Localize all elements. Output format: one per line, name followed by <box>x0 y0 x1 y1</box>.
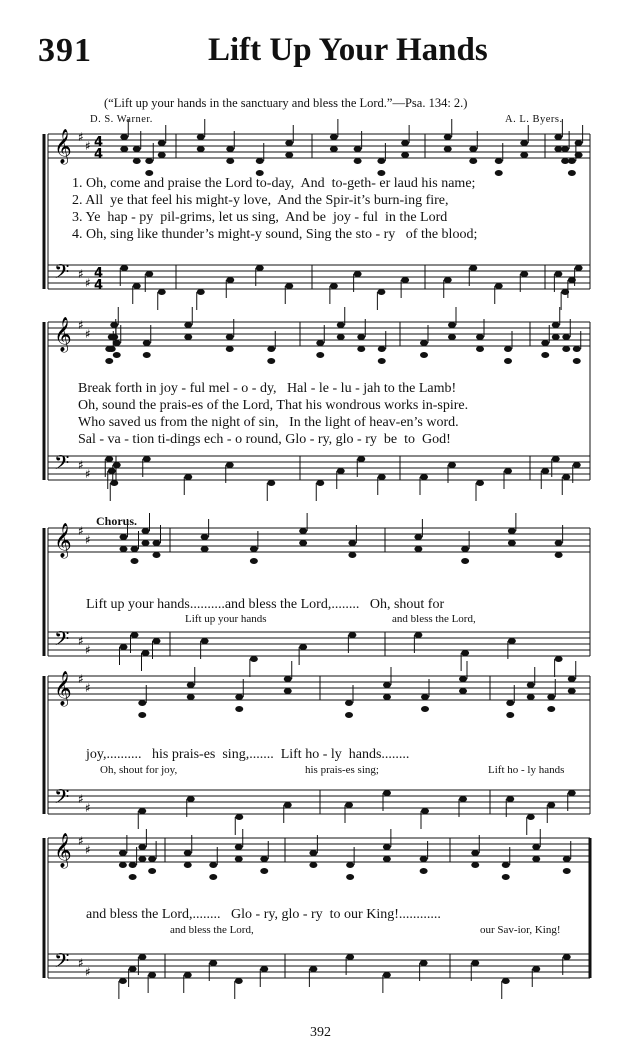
bass-note <box>113 462 121 468</box>
treble-note <box>133 146 141 152</box>
treble-note <box>354 146 362 152</box>
treble-note <box>506 712 514 718</box>
bass-note <box>527 814 535 820</box>
chorus-line-1: Lift up your hands..........and bless the Lord,........ Oh, shout for <box>86 597 445 612</box>
sharp-icon: ♯ <box>78 130 84 144</box>
treble-note <box>476 346 484 352</box>
treble-note <box>444 146 452 152</box>
bass-note <box>187 796 195 802</box>
bass-note <box>284 802 292 808</box>
treble-note <box>148 856 156 862</box>
bass-note <box>226 462 234 468</box>
bass-note <box>563 954 571 960</box>
sharp-icon: ♯ <box>85 643 91 657</box>
time-signature-bottom: 4 <box>94 278 104 293</box>
treble-note <box>573 358 581 364</box>
treble-note <box>383 694 391 700</box>
bass-note <box>129 966 137 972</box>
sharp-icon: ♯ <box>85 843 91 857</box>
treble-note <box>471 862 479 868</box>
treble-note <box>502 862 510 868</box>
bass-note <box>133 283 141 289</box>
treble-note <box>197 146 205 152</box>
treble-note <box>414 546 422 552</box>
treble-note <box>299 540 307 546</box>
treble-note <box>299 528 307 534</box>
bass-note <box>201 638 209 644</box>
bass-note <box>495 283 503 289</box>
sharp-icon: ♯ <box>78 267 84 281</box>
treble-note <box>113 340 121 346</box>
treble-note <box>138 856 146 862</box>
treble-note <box>184 862 192 868</box>
treble-note <box>421 694 429 700</box>
treble-note <box>357 346 365 352</box>
treble-note <box>226 146 234 152</box>
treble-note <box>209 862 217 868</box>
bass-note <box>414 632 422 638</box>
treble-note <box>345 712 353 718</box>
bass-note <box>378 474 386 480</box>
treble-note <box>552 334 560 340</box>
treble-note <box>459 688 467 694</box>
treble-note <box>508 540 516 546</box>
bass-note <box>226 277 234 283</box>
treble-note <box>285 140 293 146</box>
treble-note <box>120 546 128 552</box>
treble-clef-icon: 𝄞 <box>54 317 72 352</box>
treble-note <box>330 146 338 152</box>
treble-note <box>420 856 428 862</box>
treble-note <box>119 850 127 856</box>
verse-3-line-b: Who saved us from the night of sin, In the light of heav-en’s word. <box>78 415 459 430</box>
treble-note <box>138 712 146 718</box>
bass-clef-icon: 𝄢 <box>54 451 70 479</box>
treble-note <box>562 346 570 352</box>
bass-note <box>120 644 128 650</box>
composer-credit: A. L. Byers. <box>505 114 563 125</box>
treble-note <box>444 134 452 140</box>
treble-clef-icon: 𝄞 <box>54 129 72 164</box>
treble-note <box>532 844 540 850</box>
bass-note <box>256 265 264 271</box>
verse-1-line-b: Break forth in joy - ful mel - o - dy, Hal - le - lu - jah to the Lamb! <box>78 381 457 396</box>
chorus-line-2: joy,.......... his prais-es sing,....... Lift ho - ly hands........ <box>86 747 410 762</box>
bass-note <box>131 632 139 638</box>
treble-note <box>201 546 209 552</box>
chorus-line-1-alto-b: and bless the Lord, <box>392 613 476 625</box>
treble-note <box>420 352 428 358</box>
treble-note <box>508 528 516 534</box>
treble-note <box>420 868 428 874</box>
chorus-line-3-alto-c: our Sav-ior, King! <box>480 924 561 936</box>
treble-clef-icon: 𝄞 <box>54 671 72 706</box>
treble-note <box>267 346 275 352</box>
treble-note <box>552 322 560 328</box>
lyricist-credit: D. S. Warner. <box>90 114 153 125</box>
bass-note <box>420 960 428 966</box>
treble-note <box>284 688 292 694</box>
treble-note <box>495 158 503 164</box>
bass-note <box>309 966 317 972</box>
treble-note <box>138 844 146 850</box>
treble-note <box>250 546 258 552</box>
bass-note <box>197 289 205 295</box>
chorus-line-2-alto-c: Lift ho - ly hands <box>488 764 565 776</box>
bass-note <box>469 265 477 271</box>
treble-note <box>316 340 324 346</box>
bass-note <box>520 271 528 277</box>
bass-note <box>108 468 116 474</box>
treble-note <box>527 682 535 688</box>
treble-note <box>129 862 137 868</box>
treble-note <box>337 334 345 340</box>
bass-note <box>502 978 510 984</box>
treble-note <box>378 358 386 364</box>
verse-block-2 <box>78 380 468 448</box>
bass-note <box>184 474 192 480</box>
treble-note <box>235 694 243 700</box>
bass-note <box>448 462 456 468</box>
bass-note <box>575 265 583 271</box>
treble-note <box>256 158 264 164</box>
sharp-icon: ♯ <box>85 533 91 547</box>
treble-note <box>469 158 477 164</box>
treble-note <box>284 676 292 682</box>
bass-note <box>142 650 150 656</box>
bass-note <box>138 954 146 960</box>
treble-note <box>555 540 563 546</box>
treble-note <box>108 334 116 340</box>
treble-note <box>345 700 353 706</box>
treble-note <box>201 534 209 540</box>
treble-note <box>235 844 243 850</box>
treble-note <box>285 152 293 158</box>
bass-note <box>532 966 540 972</box>
bass-clef-icon: 𝄢 <box>54 627 70 655</box>
treble-note <box>354 158 362 164</box>
treble-note <box>226 346 234 352</box>
bass-note <box>459 796 467 802</box>
treble-note <box>383 682 391 688</box>
bass-note <box>250 656 258 662</box>
treble-note <box>554 134 562 140</box>
hymn-number: 391 <box>38 32 92 69</box>
bass-note <box>209 960 217 966</box>
treble-note <box>520 140 528 146</box>
treble-note <box>461 546 469 552</box>
treble-note <box>120 534 128 540</box>
treble-note <box>357 334 365 340</box>
verse-3-line-a: 3. Ye hap - py pil-grims, let us sing, And be joy - ful in the Lord <box>72 210 448 225</box>
bass-note <box>541 468 549 474</box>
bass-note <box>504 468 512 474</box>
bass-note <box>316 480 324 486</box>
bass-note <box>471 960 479 966</box>
treble-note <box>250 558 258 564</box>
treble-note <box>504 358 512 364</box>
treble-note <box>448 334 456 340</box>
treble-note <box>504 346 512 352</box>
treble-note <box>235 706 243 712</box>
sharp-icon: ♯ <box>85 467 91 481</box>
treble-note <box>401 152 409 158</box>
sharp-icon: ♯ <box>78 834 84 848</box>
treble-note <box>145 158 153 164</box>
treble-note <box>459 676 467 682</box>
bass-note <box>547 802 555 808</box>
treble-note <box>346 874 354 880</box>
treble-note <box>476 334 484 340</box>
treble-note <box>414 534 422 540</box>
bass-note <box>337 468 345 474</box>
treble-note <box>226 158 234 164</box>
sharp-icon: ♯ <box>78 792 84 806</box>
treble-note <box>235 856 243 862</box>
treble-clef-icon: 𝄞 <box>54 523 72 558</box>
bass-clef-icon: 𝄢 <box>54 949 70 977</box>
verse-2-line-a: 2. All ye that feel his might-y love, And the Spir-it’s burn-ing fire, <box>72 193 449 208</box>
bass-note <box>401 277 409 283</box>
chorus-label: Chorus. <box>96 514 138 528</box>
treble-note <box>226 334 234 340</box>
treble-note <box>502 874 510 880</box>
bass-note <box>377 289 385 295</box>
treble-note <box>184 850 192 856</box>
sharp-icon: ♯ <box>85 965 91 979</box>
treble-note <box>547 694 555 700</box>
treble-note <box>377 158 385 164</box>
sharp-icon: ♯ <box>78 458 84 472</box>
treble-note <box>260 856 268 862</box>
treble-note <box>461 558 469 564</box>
treble-note <box>575 140 583 146</box>
bass-note <box>346 954 354 960</box>
bass-note <box>555 656 563 662</box>
treble-note <box>105 346 113 352</box>
sharp-icon: ♯ <box>85 681 91 695</box>
treble-note <box>187 694 195 700</box>
treble-note <box>197 134 205 140</box>
treble-note <box>184 322 192 328</box>
sharp-icon: ♯ <box>78 524 84 538</box>
bass-note <box>345 802 353 808</box>
treble-note <box>158 152 166 158</box>
sharp-icon: ♯ <box>85 327 91 341</box>
treble-note <box>309 850 317 856</box>
treble-note <box>260 868 268 874</box>
bass-note <box>119 978 127 984</box>
treble-note <box>527 694 535 700</box>
treble-note <box>184 334 192 340</box>
treble-note <box>129 874 137 880</box>
bass-note <box>383 790 391 796</box>
bass-note <box>285 283 293 289</box>
treble-note <box>105 358 113 364</box>
bass-note <box>568 790 576 796</box>
treble-note <box>471 850 479 856</box>
treble-note <box>532 856 540 862</box>
bass-note <box>120 265 128 271</box>
bass-note <box>421 808 429 814</box>
bass-note <box>508 638 516 644</box>
treble-note <box>316 352 324 358</box>
page-number: 392 <box>310 1025 331 1040</box>
bass-note <box>105 456 113 462</box>
bass-note <box>420 474 428 480</box>
treble-note <box>495 170 503 176</box>
bass-note <box>260 966 268 972</box>
treble-note <box>131 558 139 564</box>
treble-note <box>541 340 549 346</box>
treble-note <box>143 352 151 358</box>
sharp-icon: ♯ <box>78 672 84 686</box>
treble-note <box>348 540 356 546</box>
treble-note <box>547 706 555 712</box>
treble-note <box>562 334 570 340</box>
bass-note <box>444 277 452 283</box>
treble-note <box>383 856 391 862</box>
bass-note <box>552 456 560 462</box>
treble-note <box>348 552 356 558</box>
treble-note <box>153 552 161 558</box>
treble-note <box>131 546 139 552</box>
treble-note <box>346 862 354 868</box>
time-signature-top: 4 <box>94 135 104 150</box>
treble-note <box>133 158 141 164</box>
hymn-title: Lift Up Your Hands <box>208 32 488 68</box>
verse-4-line-a: 4. Oh, sing like thunder’s might-y sound, Sing the sto - ry of the blood; <box>72 227 478 242</box>
bass-note <box>348 632 356 638</box>
bass-note <box>330 283 338 289</box>
treble-note <box>143 340 151 346</box>
treble-note <box>209 874 217 880</box>
bass-note <box>354 271 362 277</box>
scripture-reference: (“Lift up your hands in the sanctuary and bless the Lord.”—Psa. 134: 2.) <box>104 96 468 110</box>
bass-note <box>562 474 570 480</box>
bass-note <box>235 978 243 984</box>
treble-note <box>520 152 528 158</box>
treble-note <box>120 146 128 152</box>
treble-note <box>330 134 338 140</box>
treble-note <box>113 352 121 358</box>
treble-note <box>568 676 576 682</box>
treble-note <box>561 146 569 152</box>
bass-note <box>461 650 469 656</box>
bass-note <box>153 638 161 644</box>
bass-note <box>235 814 243 820</box>
time-signature-bottom: 4 <box>94 147 104 162</box>
chorus-line-1-alto-a: Lift up your hands <box>185 613 267 625</box>
chorus-line-2-alto-b: his prais-es sing; <box>305 764 379 776</box>
bass-note <box>145 271 153 277</box>
treble-note <box>563 856 571 862</box>
treble-note <box>267 358 275 364</box>
verse-4-line-b: Sal - va - tion ti-dings ech - o round, Glo - ry, glo - ry be to God! <box>78 432 451 447</box>
sharp-icon: ♯ <box>85 139 91 153</box>
bass-note <box>267 480 275 486</box>
bass-note <box>383 972 391 978</box>
treble-note <box>575 152 583 158</box>
treble-clef-icon: 𝄞 <box>54 833 72 868</box>
treble-note <box>142 528 150 534</box>
bass-note <box>573 462 581 468</box>
treble-note <box>568 688 576 694</box>
bass-note <box>158 289 166 295</box>
treble-note <box>541 352 549 358</box>
sharp-icon: ♯ <box>78 956 84 970</box>
bass-clef-icon: 𝄢 <box>54 260 70 288</box>
bass-note <box>476 480 484 486</box>
treble-note <box>383 844 391 850</box>
bass-note <box>357 456 365 462</box>
treble-note <box>378 346 386 352</box>
bass-note <box>554 271 562 277</box>
chorus-line-3-alto-a: and bless the Lord, <box>170 924 254 936</box>
treble-note <box>506 700 514 706</box>
treble-note <box>119 862 127 868</box>
treble-note <box>309 862 317 868</box>
treble-note <box>110 322 118 328</box>
treble-note <box>142 540 150 546</box>
bass-note <box>184 972 192 978</box>
bass-note <box>138 808 146 814</box>
treble-note <box>158 140 166 146</box>
chorus-line-3: and bless the Lord,........ Glo - ry, glo - ry to our King!............ <box>86 907 441 922</box>
bass-note <box>110 480 118 486</box>
verse-block-1 <box>72 175 477 243</box>
bass-note <box>299 644 307 650</box>
sharp-icon: ♯ <box>78 318 84 332</box>
treble-note <box>568 170 576 176</box>
bass-note <box>143 456 151 462</box>
treble-note <box>421 706 429 712</box>
treble-note <box>187 682 195 688</box>
treble-note <box>448 322 456 328</box>
treble-note <box>153 540 161 546</box>
treble-note <box>563 868 571 874</box>
time-signature-top: 4 <box>94 266 104 281</box>
chorus-line-2-alto-a: Oh, shout for joy, <box>100 764 178 776</box>
treble-note <box>573 346 581 352</box>
treble-note <box>337 322 345 328</box>
treble-note <box>148 868 156 874</box>
treble-note <box>120 134 128 140</box>
treble-note <box>568 158 576 164</box>
treble-note <box>469 146 477 152</box>
bass-note <box>148 972 156 978</box>
bass-clef-icon: 𝄢 <box>54 785 70 813</box>
treble-note <box>555 552 563 558</box>
sharp-icon: ♯ <box>85 801 91 815</box>
verse-2-line-b: Oh, sound the prais-es of the Lord, That his wondrous works in-spire. <box>78 398 469 413</box>
verse-1-line-a: 1. Oh, come and praise the Lord to-day, And to-geth- er laud his name; <box>72 176 476 191</box>
treble-note <box>138 700 146 706</box>
bass-note <box>506 796 514 802</box>
sharp-icon: ♯ <box>85 276 91 290</box>
sharp-icon: ♯ <box>78 634 84 648</box>
treble-note <box>401 140 409 146</box>
treble-note <box>420 340 428 346</box>
